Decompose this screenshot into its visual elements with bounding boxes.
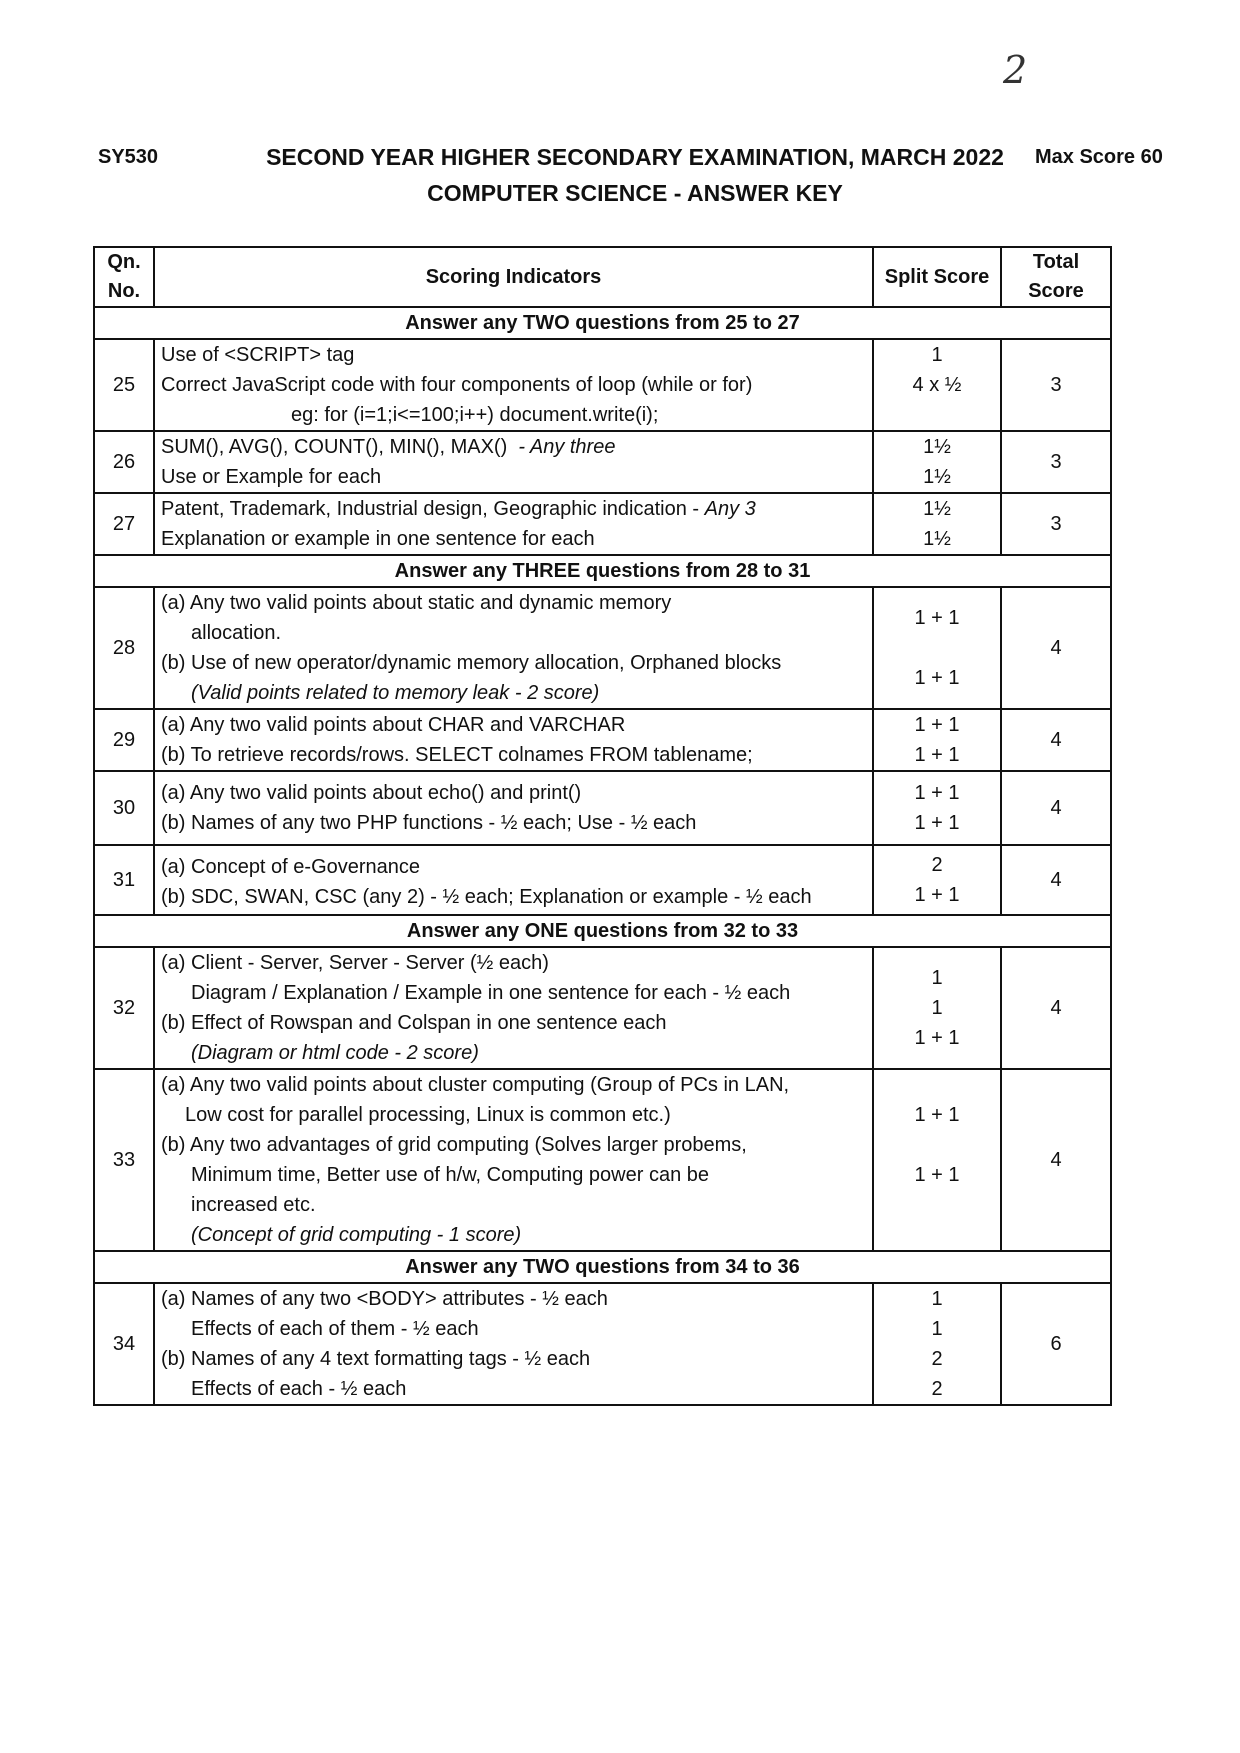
section-heading: Answer any TWO questions from 34 to 36 [94, 1251, 1111, 1283]
max-score: Max Score 60 [1035, 146, 1163, 168]
question-number: 30 [94, 771, 154, 845]
question-number: 31 [94, 845, 154, 915]
split-score: 1½ 1½ [873, 431, 1001, 493]
total-score: 4 [1001, 947, 1111, 1069]
total-score: 6 [1001, 1283, 1111, 1405]
scoring-indicators: SUM(), AVG(), COUNT(), MIN(), MAX() - Any three Use or Example for each [154, 431, 873, 493]
scoring-indicators: (a) Any two valid points about static and dynamic memory allocation. (b) Use of new operator/dynamic memory allocation, Orphaned blocks (Valid points related to memory leak - 2 score) [154, 587, 873, 709]
section-heading: Answer any ONE questions from 32 to 33 [94, 915, 1111, 947]
table-row [94, 1069, 1111, 1251]
split-score: 1½ 1½ [873, 493, 1001, 555]
scoring-indicators: Use of <SCRIPT> tag Correct JavaScript code with four components of loop (while or for) eg: for (i=1;i<=100;i++) document.write(i); [154, 339, 873, 431]
total-score: 3 [1001, 339, 1111, 431]
question-number: 25 [94, 339, 154, 431]
scoring-indicators: (a) Any two valid points about CHAR and VARCHAR (b) To retrieve records/rows. SELECT colnames FROM tablename; [154, 709, 873, 771]
scoring-indicators: (a) Any two valid points about echo() and print() (b) Names of any two PHP functions - ½ each; Use - ½ each [154, 771, 873, 845]
question-number: 27 [94, 493, 154, 555]
scoring-indicators: (a) Any two valid points about cluster computing (Group of PCs in LAN, Low cost for parallel processing, Linux is common etc.) (b) Any two advantages of grid computing (Solves larger probems, Minimum time, Better use of h/w, Computing power can be increased etc. (Concept of grid computing - 1 score) [154, 1069, 873, 1251]
split-score: 1 4 x ½ [873, 339, 1001, 431]
scoring-indicators: (a) Names of any two <BODY> attributes - ½ each Effects of each of them - ½ each (b) Names of any 4 text formatting tags - ½ each Effects of each - ½ each [154, 1283, 873, 1405]
question-number: 29 [94, 709, 154, 771]
total-score: 3 [1001, 431, 1111, 493]
question-number: 28 [94, 587, 154, 709]
header-indicators: Scoring Indicators [154, 247, 873, 307]
total-score: 4 [1001, 587, 1111, 709]
total-score: 4 [1001, 845, 1111, 915]
total-score: 4 [1001, 709, 1111, 771]
table-row [94, 339, 1111, 431]
total-score: 3 [1001, 493, 1111, 555]
header-qno: Qn. No. [94, 247, 154, 307]
question-number: 32 [94, 947, 154, 1069]
section-heading: Answer any TWO questions from 25 to 27 [94, 307, 1111, 339]
scoring-indicators: (a) Concept of e-Governance (b) SDC, SWAN, CSC (any 2) - ½ each; Explanation or example - ½ each [154, 845, 873, 915]
split-score: 1 1 1 + 1 [873, 947, 1001, 1069]
table-row [94, 493, 1111, 555]
total-score: 4 [1001, 771, 1111, 845]
table-row [94, 845, 1111, 915]
split-score: 1 1 2 2 [873, 1283, 1001, 1405]
subject-title: COMPUTER SCIENCE - ANSWER KEY [427, 180, 843, 206]
table-row [94, 947, 1111, 1069]
split-score: 1 + 1 1 + 1 [873, 709, 1001, 771]
section-row [94, 1251, 1111, 1283]
section-heading: Answer any THREE questions from 28 to 31 [94, 555, 1111, 587]
split-score: 2 1 + 1 [873, 845, 1001, 915]
paper-code: SY530 [98, 146, 159, 168]
question-number: 33 [94, 1069, 154, 1251]
table-row [94, 431, 1111, 493]
table-header-row [94, 247, 1111, 307]
section-row [94, 915, 1111, 947]
handwritten-page-number: 2 [1003, 48, 1028, 92]
header-split-score: Split Score [873, 247, 1001, 307]
header-total-score: Total Score [1001, 247, 1111, 307]
table-row [94, 1283, 1111, 1405]
section-row [94, 307, 1111, 339]
scoring-indicators: Patent, Trademark, Industrial design, Geographic indication - Any 3 Explanation or example in one sentence for each [154, 493, 873, 555]
question-number: 26 [94, 431, 154, 493]
table-row [94, 587, 1111, 709]
split-score: 1 + 1 1 + 1 [873, 771, 1001, 845]
section-row [94, 555, 1111, 587]
scoring-indicators: (a) Client - Server, Server - Server (½ each) Diagram / Explanation / Example in one sentence for each - ½ each (b) Effect of Rowspan and Colspan in one sentence each (Diagram or html code - 2 score) [154, 947, 873, 1069]
question-number: 34 [94, 1283, 154, 1405]
table-row [94, 709, 1111, 771]
exam-title: SECOND YEAR HIGHER SECONDARY EXAMINATION, MARCH 2022 [266, 144, 1004, 170]
table-row [94, 771, 1111, 845]
split-score: 1 + 1 1 + 1 [873, 587, 1001, 709]
answer-key-table [93, 246, 1112, 1406]
total-score: 4 [1001, 1069, 1111, 1251]
split-score: 1 + 1 1 + 1 [873, 1069, 1001, 1251]
